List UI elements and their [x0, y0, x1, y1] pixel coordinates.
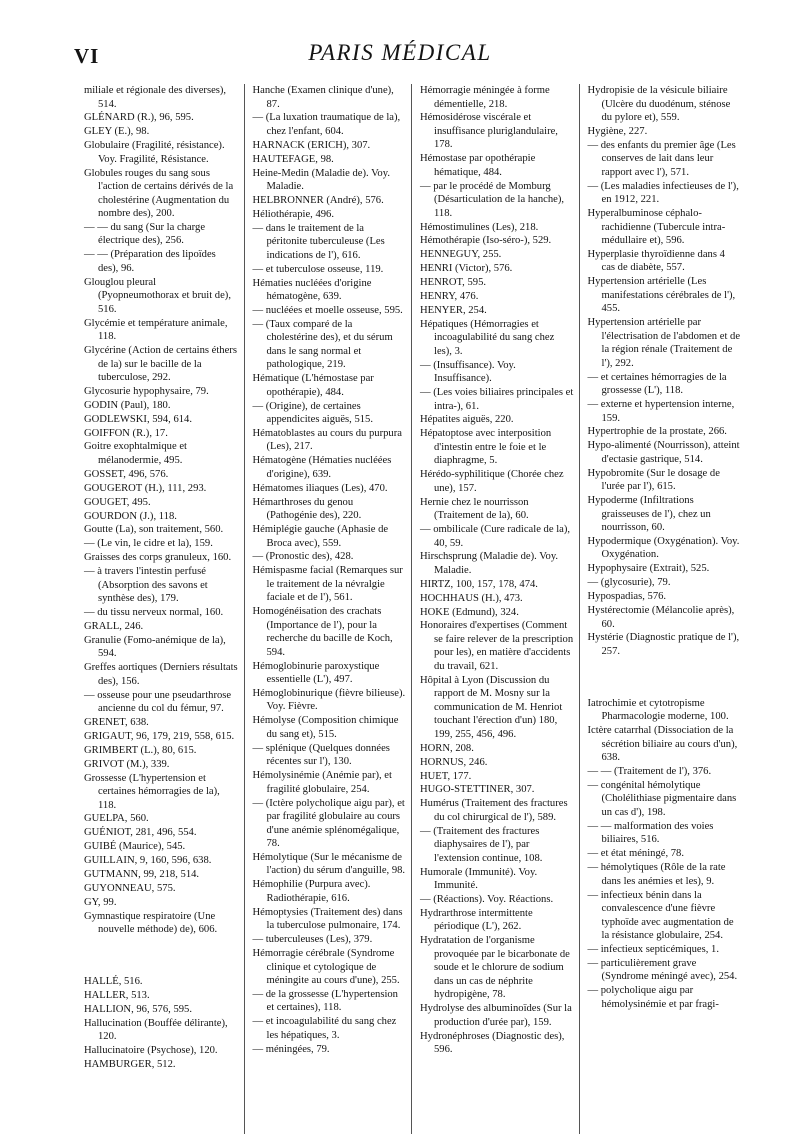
index-entry: — (Les voies biliaires principales et intra-), 61. [420, 387, 574, 412]
index-entry: Hémorragie méningée à forme démentielle, 218. [420, 85, 550, 110]
index-entry: HARNACK (ERICH), 307. [252, 139, 371, 151]
index-column-1 [76, 84, 244, 1134]
index-entry: — particulièrement grave (Syndrome méningé avec), 254. [587, 957, 738, 983]
index-entry: GUILLAIN, 9, 160, 596, 638. [84, 855, 212, 867]
index-entry: GUÉNIOT, 281, 496, 554. [84, 827, 197, 839]
index-entry: Gymnastique respiratoire (Une nouvelle méthode) de), 606. [84, 910, 218, 936]
index-entry: GOUGET, 495. [84, 496, 151, 508]
index-entry: HELBRONNER (André), 576. [252, 194, 384, 206]
page-header [0, 0, 800, 80]
index-entry: — tuberculeuses (Les), 379. [252, 934, 373, 946]
index-entry: Hypertrophie de la prostate, 266. [587, 426, 727, 438]
index-entry: HENRI (Victor), 576. [420, 263, 513, 275]
index-entry: — nucléées et moelle osseuse, 595. [252, 304, 403, 316]
index-entry: — externe et hypertension interne, 159. [587, 399, 735, 424]
index-entry: Hématique (L'hémostase par opothérapie), 484. [252, 373, 374, 398]
index-entry: — — du sang (Sur la charge électrique des), 256. [84, 221, 206, 247]
index-entry: Hallucinatoire (Psychose), 120. [84, 1045, 218, 1057]
index-entry: GLÉNARD (R.), 96, 595. [84, 112, 194, 124]
index-entry: HAUTEFAGE, 98. [252, 153, 334, 165]
index-entry: Hématies nucléées d'origine hématogène, 639. [252, 277, 372, 303]
index-entry: Glycérine (Action de certains éthers de la) sur le bacille de la tuberculose, 292. [84, 345, 237, 384]
index-entry: GRENET, 638. [84, 716, 149, 728]
index-entry: Hydratation de l'organisme provoquée par le bicarbonate de soude et le chlorure de sodium dans un cas de néphrite hydropigène, 78. [420, 935, 570, 1001]
index-entry: HALLÉ, 516. [84, 976, 143, 988]
index-entry: HALLION, 96, 576, 595. [84, 1003, 192, 1015]
index-entry: — (Ictère polycholique aigu par), et par fragilité globulaire au cours d'une anémie splénomégalique, 78. [252, 797, 405, 850]
index-entry: — du tissu nerveux normal, 160. [84, 606, 224, 618]
index-entry: GUTMANN, 99, 218, 514. [84, 868, 200, 880]
index-entry: — infectieux bénin dans la convalescence d'une fièvre typhoïde avec augmentation de la résistance globulaire, 254. [587, 889, 734, 942]
index-entry: — congénital hémolytique (Cholélithiase pigmentaire dans un cas d'), 198. [587, 779, 737, 818]
index-entry: Hématoblastes au cours du purpura (Les), 217. [252, 427, 402, 453]
index-entry: — (Pronostic des), 428. [252, 551, 354, 563]
index-entry: Hémoptysies (Traitement des) dans la tuberculose pulmonaire, 174. [252, 906, 403, 932]
index-entry: Hémolysinémie (Anémie par), et fragilité globulaire, 254. [252, 770, 392, 795]
index-entry: Hypospadias, 576. [587, 591, 667, 603]
index-entry: — (glycosurie), 79. [587, 577, 671, 589]
journal-title: PARIS MÉDICAL [308, 40, 492, 65]
index-entry: — — malformation des voies biliaires, 516. [587, 820, 714, 846]
index-entry: GLEY (E.), 98. [84, 126, 150, 138]
index-entry: GOSSET, 496, 576. [84, 468, 169, 480]
index-entry: GUIBÉ (Maurice), 545. [84, 841, 186, 853]
index-entry: — — (Traitement de l'), 376. [587, 766, 712, 778]
index-entry: Hémarthroses du genou (Pathogénie des), 220. [252, 496, 362, 522]
index-entry: Hôpital à Lyon (Discussion du rapport de M. Mosny sur la communication de M. Henriot touchant l'érection d'un) 180, 199, 255, 456, 496. [420, 674, 563, 740]
page-number: VI [74, 44, 100, 68]
index-entry: Hémosidérose viscérale et insuffisance pluriglandulaire, 178. [420, 112, 558, 151]
index-entry: — (Réactions). Voy. Réactions. [420, 894, 554, 905]
index-entry: Greffes aortiques (Derniers résultats des), 156. [84, 662, 238, 687]
index-entry: HOKE (Edmund), 324. [420, 606, 519, 618]
index-entry: HENYER, 254. [420, 304, 487, 316]
index-entry: Hystérectomie (Mélancolie après), 60. [587, 605, 735, 630]
index-entry: Hépatites aiguës, 220. [420, 414, 514, 426]
index-entry: — hémolytiques (Rôle de la rate dans les anémies et les), 9. [587, 862, 726, 887]
index-entry: Globulaire (Fragilité, résistance). Voy. Fragilité, Résistance. [84, 140, 225, 165]
index-entry: Hanche (Examen clinique d'une), 87. [252, 85, 394, 110]
index-entry: HUET, 177. [420, 770, 472, 782]
index-entry: HORN, 208. [420, 742, 474, 754]
index-entry: — et certaines hémorragies de la grossesse (L'), 118. [587, 371, 727, 397]
index-entry: Hydrolyse des albuminoïdes (Sur la production d'urée par), 159. [420, 1003, 572, 1028]
index-entry: Glouglou pleural (Pyopneumothorax et bruit de), 516. [84, 276, 231, 315]
index-columns [76, 84, 746, 1134]
index-entry: Hyperalbuminose céphalo-rachidienne (Tubercule intra-médullaire et), 596. [587, 208, 726, 247]
index-entry: HALLER, 513. [84, 989, 150, 1001]
index-entry: Hémophilie (Purpura avec). Radiothérapie, 616. [252, 879, 371, 904]
index-entry: Hématogène (Hématies nucléées d'origine), 639. [252, 455, 392, 480]
index-entry: Glycosurie hypophysaire, 79. [84, 385, 209, 397]
index-entry: Globules rouges du sang sous l'action de certains dérivés de la cholestérine (Augmentation du nombre des), 200. [84, 167, 234, 220]
index-entry: Hérédo-syphilitique (Chorée chez une), 157. [420, 469, 564, 494]
index-entry: Humérus (Traitement des fractures du col chirurgical de l'), 589. [420, 798, 568, 823]
index-entry: Hémostimulines (Les), 218. [420, 221, 539, 233]
index-entry: Hémiplégie gauche (Aphasie de Broca avec), 559. [252, 524, 389, 549]
index-entry: HORNUS, 246. [420, 756, 488, 768]
index-entry: Heine-Medin (Maladie de). Voy. Maladie. [252, 167, 390, 193]
index-entry: — par le procédé de Momburg (Désarticulation de la hanche), 118. [420, 180, 565, 219]
index-entry: — (Insuffisance). Voy. Insuffisance). [420, 359, 516, 385]
index-entry: Hypertension artérielle par l'électrisation de l'abdomen et de la région rénale (Traitement de l'), 292. [587, 317, 741, 369]
index-entry: — de la grossesse (L'hypertension et certaines), 118. [252, 988, 398, 1014]
index-entry: — osseuse pour une pseudarthrose ancienne du col du fémur, 97. [84, 689, 232, 715]
index-entry: Hirschsprung (Maladie de). Voy. Maladie. [420, 551, 559, 576]
index-entry: HENNEGUY, 255. [420, 249, 502, 261]
index-entry: Hernie chez le nourrisson (Traitement de la), 60. [420, 496, 529, 522]
index-entry: Hygiène, 227. [587, 125, 648, 137]
index-entry: — méningées, 79. [252, 1043, 330, 1055]
index-entry: — polycholique aigu par hémolysinémie et par fragi- [587, 985, 719, 1010]
index-entry: — et tuberculose osseuse, 119. [252, 263, 384, 275]
index-entry: Hydropisie de la vésicule biliaire (Ulcère du duodénum, sténose du pylore et), 559. [587, 85, 731, 123]
index-entry: Hydrarthrose intermittente périodique (L'), 262. [420, 907, 533, 933]
index-entry: Glycémie et température animale, 118. [84, 317, 228, 343]
index-entry: Hématomes iliaques (Les), 470. [252, 482, 388, 494]
index-entry: Hypodermique (Oxygénation). Voy. Oxygénation. [587, 535, 740, 561]
index-entry: Granulie (Fomo-anémique de la), 594. [84, 634, 226, 660]
index-entry: Hyperplasie thyroïdienne dans 4 cas de diabète, 557. [587, 248, 725, 274]
index-entry: — (Origine), de certaines appendicites aiguës, 515. [252, 400, 373, 426]
index-column-4 [579, 84, 747, 1134]
index-entry: HIRTZ, 100, 157, 178, 474. [420, 578, 538, 590]
index-entry: GRIGAUT, 96, 179, 219, 558, 615. [84, 730, 235, 742]
index-entry: — (Traitement des fractures diaphysaires de l'), par l'extension continue, 108. [420, 825, 543, 864]
index-entry: Hémoglobinurique (fièvre bilieuse). Voy. Fièvre. [252, 687, 406, 713]
index-entry: — dans le traitement de la péritonite tuberculeuse (Les indications de l'), 616. [252, 222, 385, 261]
section-gap [588, 659, 742, 697]
index-entry: Hépatiques (Hémorragies et incoagulabilité du sang chez les), 3. [420, 318, 555, 357]
index-entry: — des enfants du premier âge (Les conserves de lait dans leur rapport avec l'), 571. [587, 139, 736, 178]
index-entry: — ombilicale (Cure radicale de la), 40, 59. [420, 524, 571, 549]
index-entry: — (Le vin, le cidre et la), 159. [84, 538, 213, 550]
index-entry: Goutte (La), son traitement, 560. [84, 524, 224, 536]
index-entry: Grossesse (L'hypertension et certaines hémorragies de la), 118. [84, 772, 220, 811]
index-entry: Hémostase par opothérapie hématique, 484. [420, 153, 536, 178]
index-entry: GRIMBERT (L.), 80, 615. [84, 744, 197, 756]
index-entry: Hypophysaire (Extrait), 525. [587, 563, 710, 575]
index-entry: GRIVOT (M.), 339. [84, 758, 170, 770]
section-gap [84, 937, 239, 975]
index-entry: Ictère catarrhal (Dissociation de la sécrétion biliaire au cours d'un), 638. [587, 725, 738, 764]
index-entry: Hydronéphroses (Diagnostic des), 596. [420, 1030, 565, 1056]
index-entry: Hépatoptose avec interposition d'intestin entre le foie et le diaphragme, 5. [420, 428, 552, 467]
index-entry: Héliothérapie, 496. [252, 208, 334, 220]
index-entry: — (La luxation traumatique de la), chez l'enfant, 604. [252, 112, 401, 137]
index-entry: — (Taux comparé de la cholestérine des), et du sérum dans le sang normal et pathologique, 219. [252, 318, 393, 371]
index-entry: Hypertension artérielle (Les manifestations cérébrales de l'), 455. [587, 276, 736, 315]
index-entry: HENRY, 476. [420, 291, 479, 303]
index-entry: miliale et régionale des diverses), 514. [84, 85, 227, 110]
index-entry: GODLEWSKI, 594, 614. [84, 413, 192, 425]
index-entry: Hémorragie cérébrale (Syndrome clinique et cytologique de méningite au cours d'une), 255. [252, 948, 400, 986]
index-entry: HENROT, 595. [420, 277, 487, 289]
index-entry: — splénique (Quelques données récentes sur l'), 130. [252, 742, 390, 768]
index-entry: Iatrochimie et cytotropisme Pharmacologie moderne, 100. [587, 697, 729, 723]
index-entry: GRALL, 246. [84, 620, 144, 632]
index-entry: HAMBURGER, 512. [84, 1058, 176, 1070]
index-entry: Hystérie (Diagnostic pratique de l'), 257. [587, 632, 740, 657]
index-entry: GUYONNEAU, 575. [84, 882, 176, 894]
index-entry: Hémothérapie (Iso-séro-), 529. [420, 235, 552, 247]
index-entry: GOUGEROT (H.), 111, 293. [84, 482, 207, 494]
index-entry: Hémolytique (Sur le mécanisme de l'action) du sérum d'anguille, 98. [252, 851, 406, 877]
index-entry: — (Les maladies infectieuses de l'), en 1912, 221. [587, 180, 739, 206]
index-entry: — — (Préparation des lipoïdes des), 96. [84, 249, 216, 274]
index-entry: Hémoglobinurie paroxystique essentielle (L'), 497. [252, 660, 380, 686]
index-entry: — et incoagulabilité du sang chez les hépatiques, 3. [252, 1016, 397, 1041]
index-entry: GY, 99. [84, 896, 117, 908]
index-entry: — infectieux septicémiques, 1. [587, 943, 720, 955]
index-entry: Honoraires d'expertises (Comment se faire relever de la prescription pour les), en matière d'accidents du travail, 621. [420, 620, 574, 672]
index-entry: Hypo-alimenté (Nourrisson), atteint d'ectasie gastrique, 514. [587, 440, 740, 465]
index-entry: GOIFFON (R.), 17. [84, 427, 168, 439]
index-column-3 [411, 84, 579, 1134]
index-entry: — à travers l'intestin perfusé (Absorption des savons et synthèse des), 179. [84, 566, 208, 605]
index-entry: Hypobromite (Sur le dosage de l'urée par l'), 615. [587, 467, 720, 493]
index-entry: Hallucination (Bouffée délirante), 120. [84, 1017, 228, 1043]
index-entry: Hémolyse (Composition chimique du sang et), 515. [252, 715, 399, 740]
index-entry: — et état méningé, 78. [587, 848, 684, 860]
index-entry: Humorale (Immunité). Voy. Immunité. [420, 866, 538, 892]
index-entry: Hémispasme facial (Remarques sur le traitement de la névralgie faciale et de l'), 561. [252, 565, 403, 604]
index-entry: Graisses des corps granuleux, 160. [84, 552, 232, 564]
index-entry: HOCHHAUS (H.), 473. [420, 592, 523, 604]
index-column-2 [244, 84, 412, 1134]
index-entry: GODIN (Paul), 180. [84, 399, 171, 411]
index-entry: GOURDON (J.), 118. [84, 510, 177, 522]
index-entry: HUGO-STETTINER, 307. [420, 784, 535, 796]
index-entry: Hypoderme (Infiltrations graisseuses de l'), chez un nourrisson, 60. [587, 495, 711, 534]
index-entry: GUELPA, 560. [84, 813, 149, 825]
index-entry: Homogénéisation des crachats (Importance de l'), pour la recherche du bacille de Koch, 594. [252, 606, 393, 658]
index-entry: Goitre exophtalmique et mélanodermie, 495. [84, 441, 187, 466]
